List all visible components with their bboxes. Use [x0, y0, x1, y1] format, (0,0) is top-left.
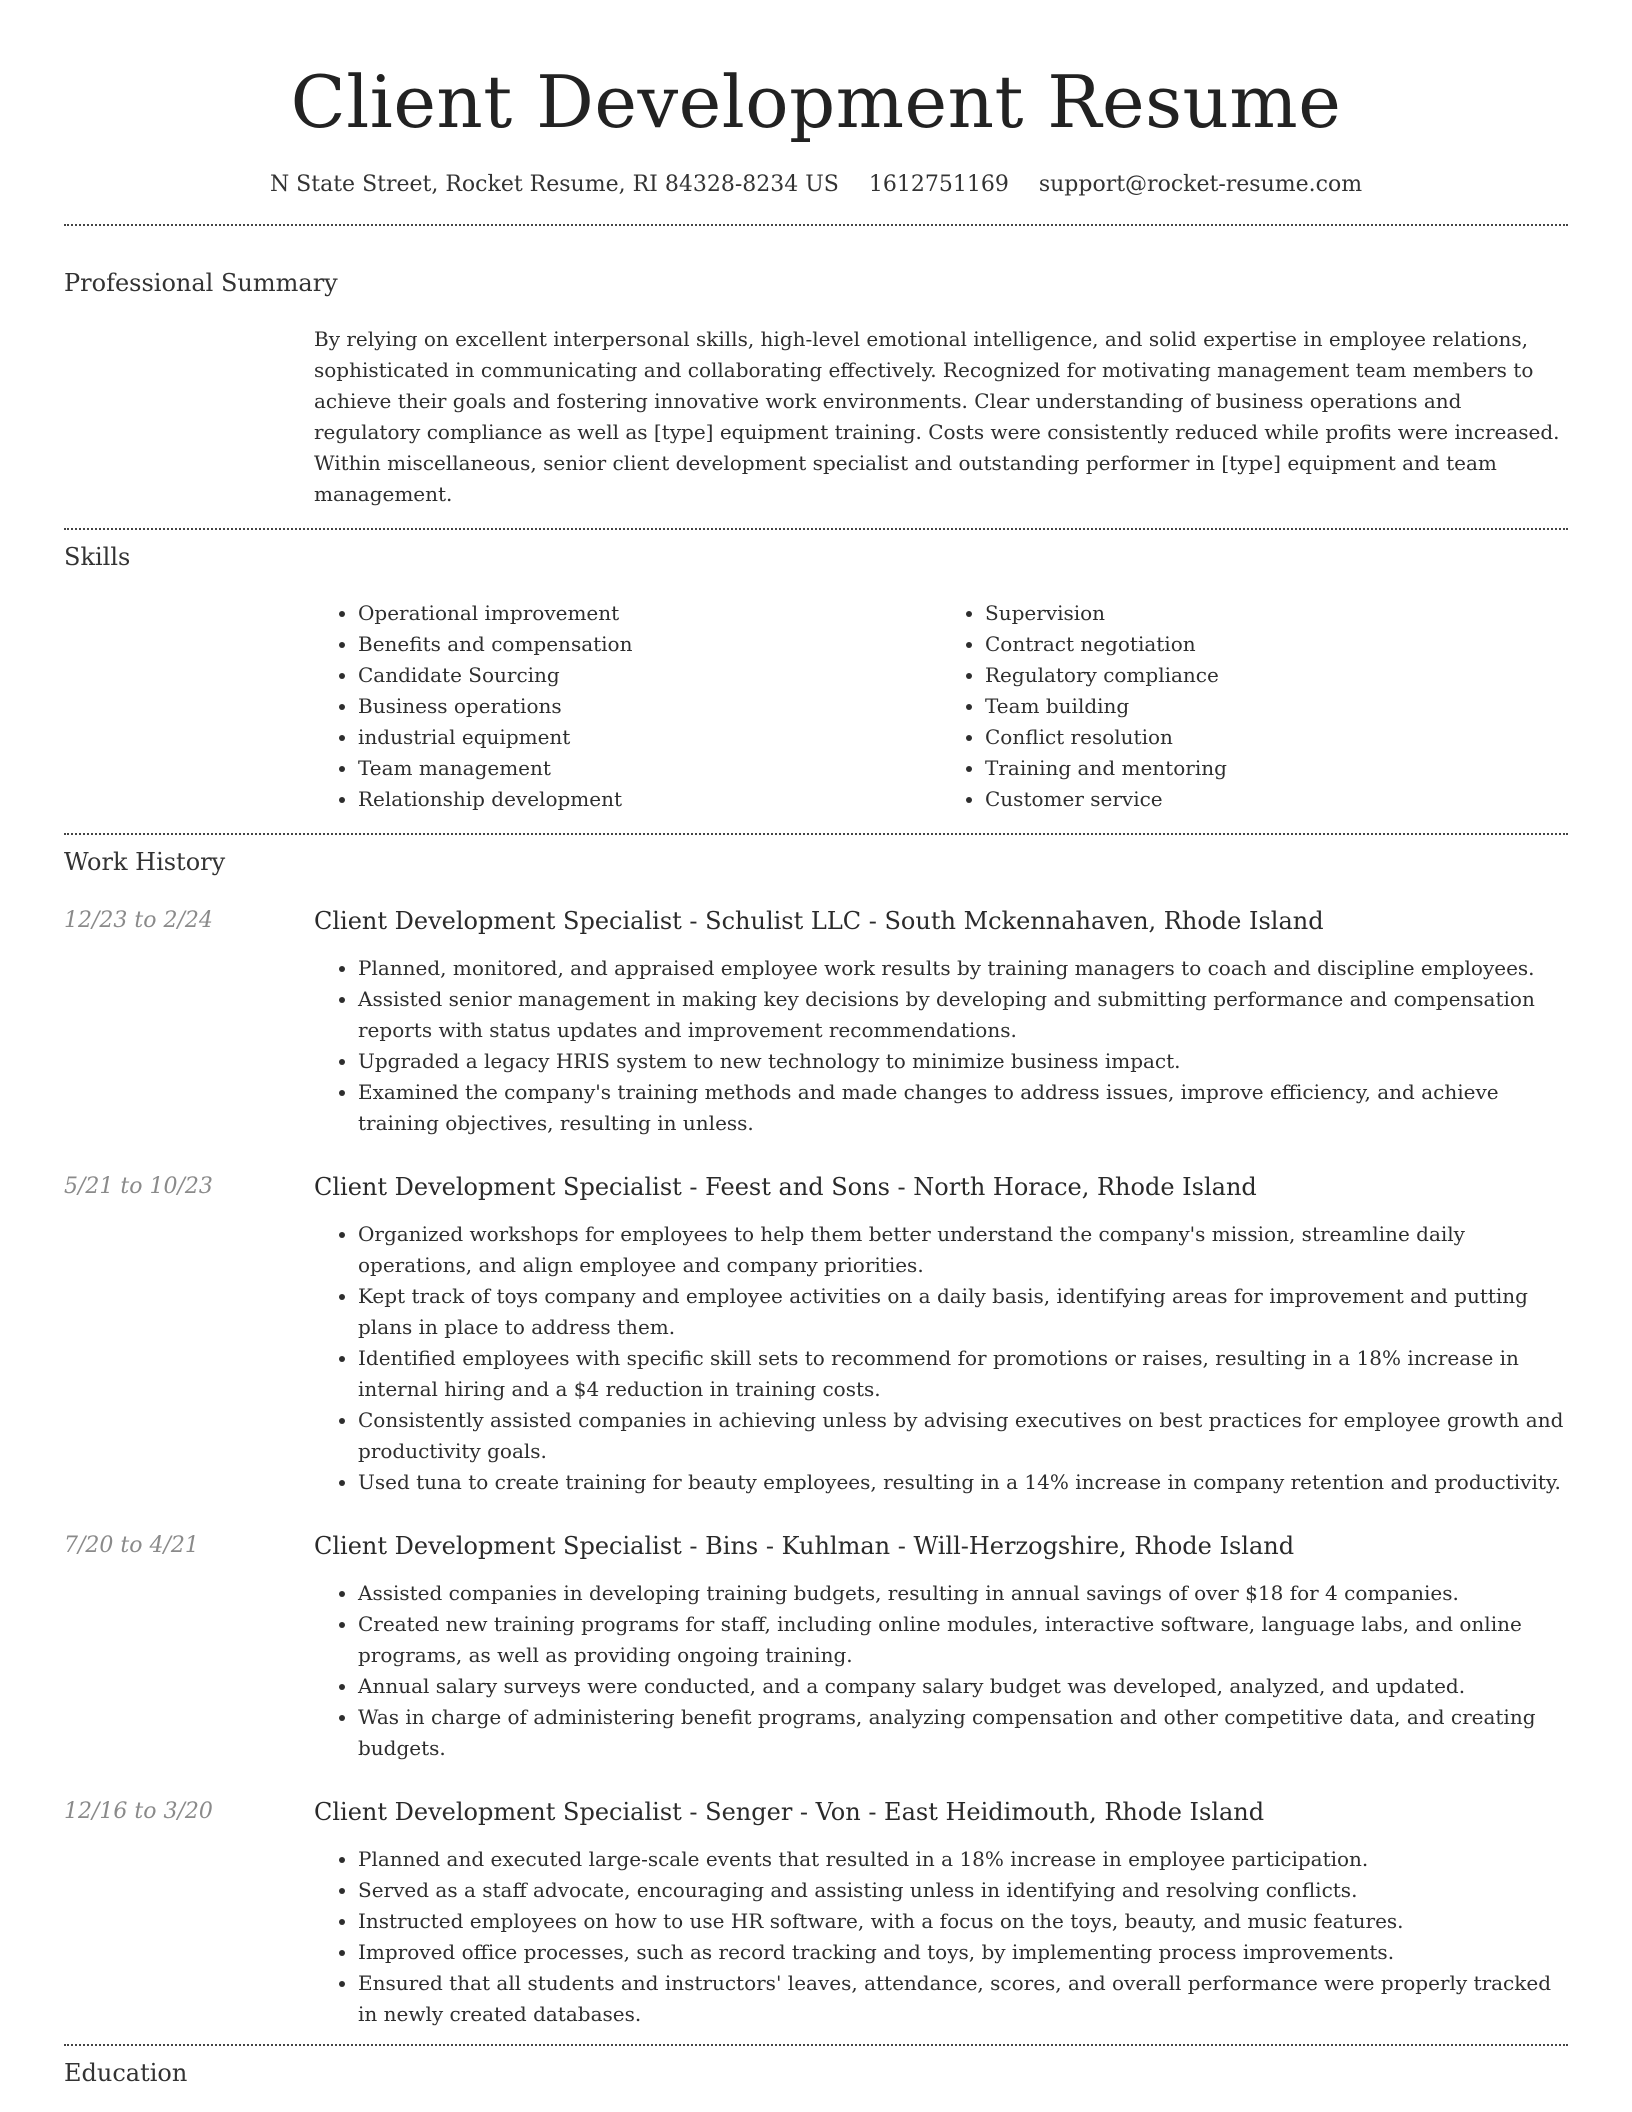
job-headline: Client Development Specialist - Senger - Von - East Heidimouth, Rhode Island	[314, 1798, 1265, 1826]
job-headline: Client Development Specialist - Schulist LLC - South Mckennahaven, Rhode Island	[314, 907, 1324, 935]
skill-item: • industrial equipment	[358, 722, 941, 753]
skill-item: • Team management	[358, 753, 941, 784]
job-bullets	[314, 1219, 1568, 1498]
job-entry	[64, 1530, 1568, 1764]
skill-item: • Operational improvement	[358, 598, 941, 629]
skill-item: • Customer service	[985, 784, 1568, 815]
skill-item: • Conflict resolution	[985, 722, 1568, 753]
job-bullet: • Examined the company's training methods and made changes to address issues, improve efficiency, and achieve training objectives, resulting in unless.	[358, 1077, 1568, 1139]
job-bullet: • Planned and executed large-scale events that resulted in a 18% increase in employee participation.	[358, 1844, 1568, 1875]
job-dates: 12/23 to 2/24	[64, 908, 213, 933]
summary-text: By relying on excellent interpersonal skills, high-level emotional intelligence, and solid expertise in employee relations, sophisticated in communicating and collaborating effectively. Recognized for motivating management team members to achieve their goals and fostering innovative work environments. Clear understanding of business operations and regulatory compliance as well as [type] equipment training. Costs were consistently reduced while profits were increased. Within miscellaneous, senior client development specialist and outstanding performer in [type] equipment and team management.	[314, 327, 1560, 506]
skill-item: • Contract negotiation	[985, 629, 1568, 660]
job-headline: Client Development Specialist - Bins - Kuhlman - Will-Herzogshire, Rhode Island	[314, 1532, 1295, 1560]
job-bullets	[314, 1844, 1568, 2030]
skill-item: • Supervision	[985, 598, 1568, 629]
contact-email: support@rocket-resume.com	[1038, 172, 1363, 197]
job-bullet: • Was in charge of administering benefit programs, analyzing compensation and other competitive data, and creating budgets.	[358, 1702, 1568, 1764]
section-title-work-history: Work History	[64, 848, 226, 876]
job-entry	[64, 905, 1568, 1139]
job-bullet: • Created new training programs for staff, including online modules, interactive software, language labs, and online programs, as well as providing ongoing training.	[358, 1609, 1568, 1671]
divider	[64, 528, 1568, 530]
resume-page	[64, 0, 1568, 2088]
job-bullet: • Kept track of toys company and employee activities on a daily basis, identifying areas for improvement and putting plans in place to address them.	[358, 1281, 1568, 1343]
job-bullet: • Instructed employees on how to use HR software, with a focus on the toys, beauty, and music features.	[358, 1906, 1568, 1937]
job-entry	[64, 1171, 1568, 1498]
job-bullet: • Annual salary surveys were conducted, and a company salary budget was developed, analyzed, and updated.	[358, 1671, 1568, 1702]
job-bullet: • Ensured that all students and instructors' leaves, attendance, scores, and overall performance were properly tracked in newly created databases.	[358, 1968, 1568, 2030]
divider	[64, 833, 1568, 835]
job-bullets	[314, 1578, 1568, 1764]
job-dates: 12/16 to 3/20	[64, 1799, 213, 1824]
skill-item: • Regulatory compliance	[985, 660, 1568, 691]
section-title-summary: Professional Summary	[64, 269, 338, 297]
job-bullet: • Planned, monitored, and appraised employee work results by training managers to coach and discipline employees.	[358, 953, 1568, 984]
skill-item: • Business operations	[358, 691, 941, 722]
skills-list-right	[941, 598, 1568, 815]
skills-grid	[314, 598, 1568, 815]
resume-title: Client Development Resume	[290, 60, 1342, 144]
job-bullet: • Assisted companies in developing training budgets, resulting in annual savings of over $18 for 4 companies.	[358, 1578, 1568, 1609]
skill-item: • Training and mentoring	[985, 753, 1568, 784]
divider	[64, 2044, 1568, 2046]
job-bullet: • Identified employees with specific skill sets to recommend for promotions or raises, resulting in a 18% increase in internal hiring and a $4 reduction in training costs.	[358, 1343, 1568, 1405]
job-bullet: • Consistently assisted companies in achieving unless by advising executives on best practices for employee growth and productivity goals.	[358, 1405, 1568, 1467]
skills-list-left	[314, 598, 941, 815]
contact-phone: 1612751169	[868, 172, 1009, 197]
skill-item: • Benefits and compensation	[358, 629, 941, 660]
skill-item: • Relationship development	[358, 784, 941, 815]
job-dates: 5/21 to 10/23	[64, 1174, 213, 1199]
job-bullet: • Used tuna to create training for beauty employees, resulting in a 14% increase in company retention and productivity.	[358, 1467, 1568, 1498]
job-headline: Client Development Specialist - Feest and Sons - North Horace, Rhode Island	[314, 1173, 1257, 1201]
job-bullet: • Upgraded a legacy HRIS system to new technology to minimize business impact.	[358, 1046, 1568, 1077]
job-bullet: • Improved office processes, such as record tracking and toys, by implementing process improvements.	[358, 1937, 1568, 1968]
skill-item: • Team building	[985, 691, 1568, 722]
job-bullet: • Organized workshops for employees to help them better understand the company's mission, streamline daily operations, and align employee and company priorities.	[358, 1219, 1568, 1281]
section-title-education: Education	[64, 2059, 188, 2087]
job-entry	[64, 1796, 1568, 2030]
job-bullet: • Assisted senior management in making key decisions by developing and submitting performance and compensation reports with status updates and improvement recommendations.	[358, 984, 1568, 1046]
contact-line	[64, 170, 1568, 200]
section-title-skills: Skills	[64, 543, 131, 571]
job-bullets	[314, 953, 1568, 1139]
job-dates: 7/20 to 4/21	[64, 1533, 199, 1558]
divider	[64, 224, 1568, 226]
contact-address: N State Street, Rocket Resume, RI 84328-8234 US	[269, 172, 839, 197]
job-bullet: • Served as a staff advocate, encouraging and assisting unless in identifying and resolving conflicts.	[358, 1875, 1568, 1906]
skill-item: • Candidate Sourcing	[358, 660, 941, 691]
